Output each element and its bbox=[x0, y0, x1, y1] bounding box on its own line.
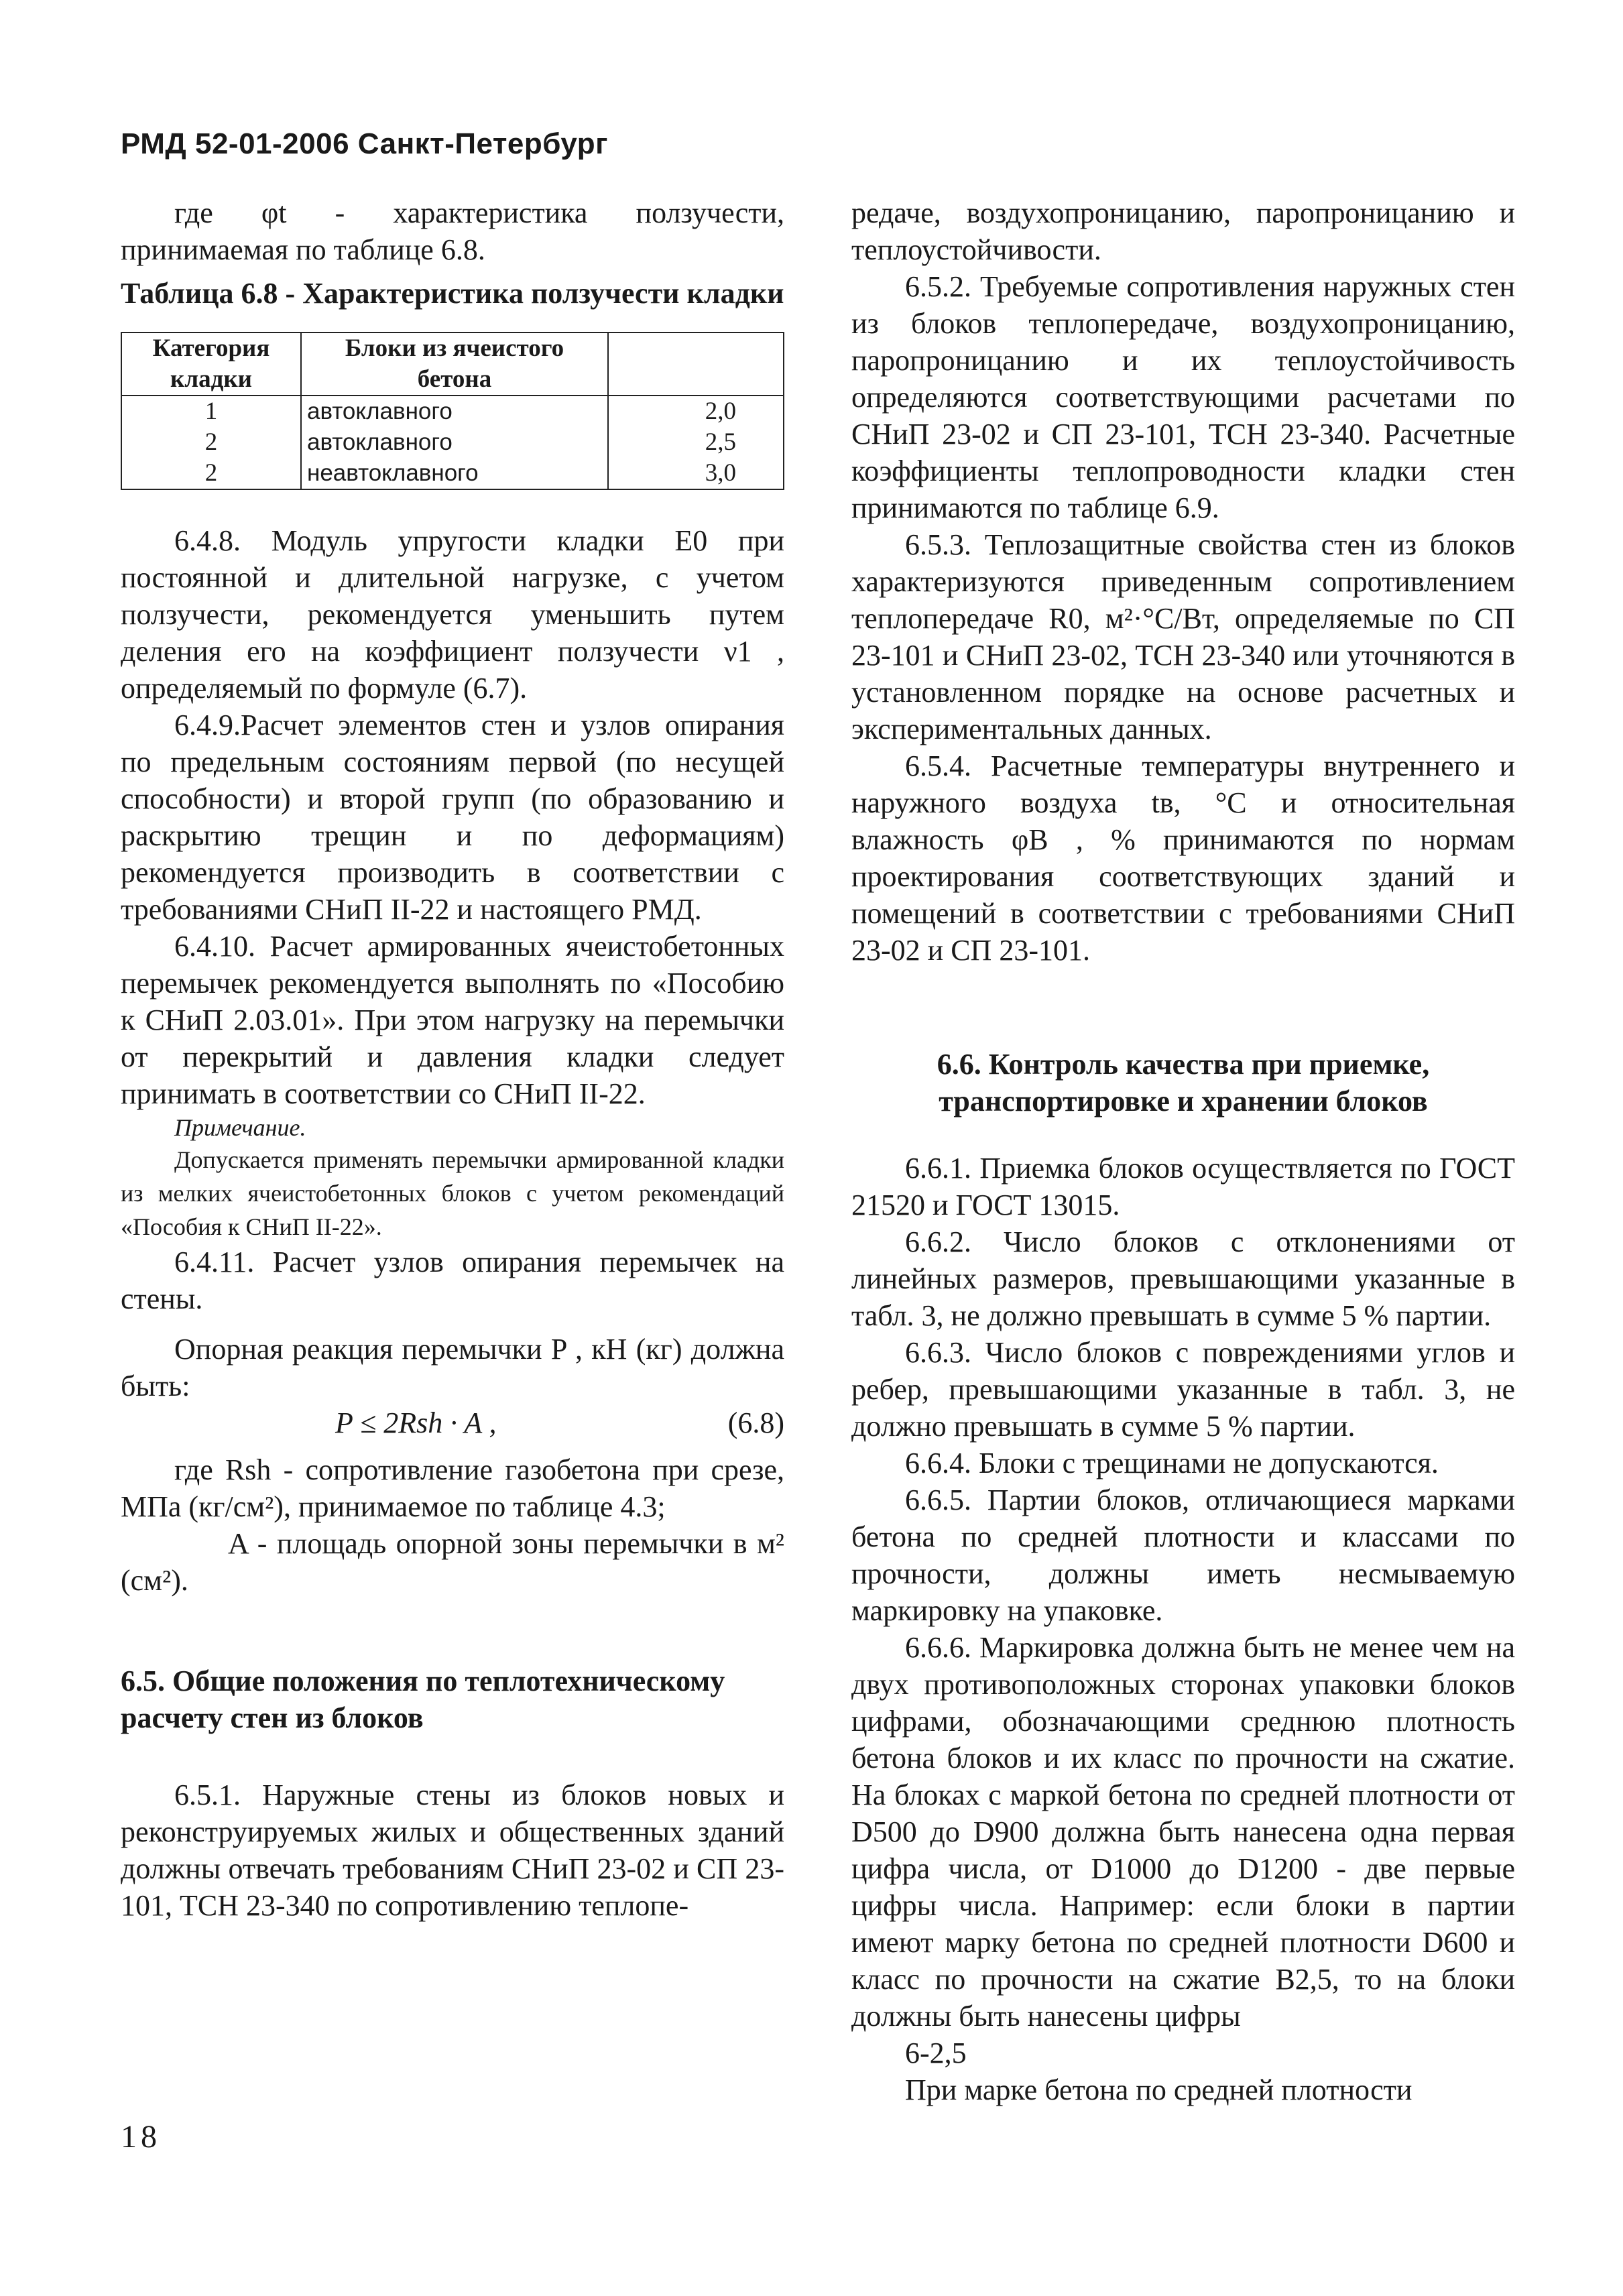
paragraph-6-5-1: 6.5.1. Наружные стены из блоков новых и реконструируемых жилых и общественных зданий должны отвечать требованиям СНиП 23-02 и СП 23-101, ТСН 23-340 по сопротивлению теплопе- bbox=[121, 1778, 784, 1922]
table-cell: 2,0 bbox=[608, 396, 784, 427]
table-header-cell: Блоки из ячеистого бетона bbox=[301, 333, 608, 396]
right-column bbox=[851, 194, 1515, 2108]
section-6-5-heading: 6.5. Общие положения по теплотехническому расчету стен из блоков bbox=[121, 1665, 725, 1734]
table-cell: 2,5 bbox=[608, 427, 784, 458]
paragraph-where-a: A - площадь опорной зоны перемычки в м² (см²). bbox=[121, 1527, 784, 1597]
table-row bbox=[121, 396, 784, 427]
paragraph-6-4-8: 6.4.8. Модуль упругости кладки E0 при постоянной и длительной нагрузке, с учетом ползучести, рекомендуется уменьшить путем деления его на коэффициент ползучести ν1 , определяемый по формуле (6.7). bbox=[121, 524, 784, 705]
paragraph-6-5-3: 6.5.3. Теплозащитные свойства стен из блоков характеризуются приведенным сопротивлением теплопередаче R0, м²·°С/Вт, определяемые по СП 23-101 и СНиП 23-02, ТСН 23-340 или уточняются в установленном порядке на основе расчетных и экспериментальных данных. bbox=[851, 528, 1515, 745]
paragraph-6-6-4: 6.6.4. Блоки с трещинами не допускаются. bbox=[905, 1447, 1439, 1479]
section-6-6-heading: 6.6. Контроль качества при приемке, транспортировке и хранении блоков bbox=[937, 1048, 1430, 1117]
paragraph-6-6-5: 6.6.5. Партии блоков, отличающиеся марками бетона по средней плотности и классами по прочности, должны иметь несмываемую маркировку на упаковке. bbox=[851, 1484, 1515, 1627]
paragraph-last: При марке бетона по средней плотности bbox=[905, 2073, 1412, 2106]
note-text: Допускается применять перемычки армированной кладки из мелких ячеистобетонных блоков с учетом рекомендаций «Пособия к СНиП II-22». bbox=[121, 1146, 784, 1240]
paragraph-reaction: Опорная реакция перемычки P , кН (кг) должна быть: bbox=[121, 1333, 784, 1402]
table-cell: 2 bbox=[121, 427, 301, 458]
paragraph-6-5-4: 6.5.4. Расчетные температуры внутреннего и наружного воздуха tв, °С и относительная влажность φВ , % принимаются по нормам проектирования соответствующих зданий и помещений в соответствии с требованиями СНиП 23-02 и СП 23-101. bbox=[851, 749, 1515, 967]
note-label: Примечание. bbox=[174, 1114, 306, 1141]
paragraph-intro: где φt - характеристика ползучести, принимаемая по таблице 6.8. bbox=[121, 196, 784, 266]
marking-example: 6-2,5 bbox=[905, 2037, 967, 2069]
table-row bbox=[121, 458, 784, 489]
creep-table bbox=[121, 332, 784, 490]
table-cell: 2 bbox=[121, 458, 301, 489]
table-cell: автоклавного bbox=[301, 396, 608, 427]
table-caption: Таблица 6.8 - Характеристика ползучести кладки bbox=[121, 277, 784, 310]
paragraph-6-6-2: 6.6.2. Число блоков с отклонениями от линейных размеров, превышающими указанные в табл. 3, не должно превышать в сумме 5 % партии. bbox=[851, 1225, 1515, 1332]
table-header-row bbox=[121, 333, 784, 396]
table-header-cell: Категория кладки bbox=[121, 333, 301, 396]
table-header-cell bbox=[608, 333, 784, 396]
paragraph-6-4-10: 6.4.10. Расчет армированных ячеистобетонных перемычек рекомендуется выполнять по «Пособию к СНиП 2.03.01». При этом нагрузку на перемычки от перекрытий и давления кладки следует принимать в соответствии со СНиП II-22. bbox=[121, 930, 784, 1110]
table-row bbox=[121, 427, 784, 458]
formula-number: (6.8) bbox=[727, 1406, 784, 1439]
paragraph-6-4-11: 6.4.11. Расчет узлов опирания перемычек на стены. bbox=[121, 1246, 784, 1315]
paragraph-6-4-9: 6.4.9.Расчет элементов стен и узлов опирания по предельным состояниям первой (по несущей способности) и второй групп (по образованию и раскрытию трещин и по деформациям) рекомендуется производить в соответствии с требованиями СНиП II-22 и настоящего РМД. bbox=[121, 709, 784, 926]
table-cell: неавтоклавного bbox=[301, 458, 608, 489]
formula-expression: P ≤ 2Rsh · A , bbox=[335, 1406, 497, 1439]
page-number: 18 bbox=[121, 2119, 161, 2155]
left-column bbox=[121, 194, 784, 1924]
paragraph-6-6-3: 6.6.3. Число блоков с повреждениями углов и ребер, превышающими указанные в табл. 3, не должно превышать в сумме 5 % партии. bbox=[851, 1336, 1515, 1443]
paragraph-6-6-1: 6.6.1. Приемка блоков осуществляется по ГОСТ 21520 и ГОСТ 13015. bbox=[851, 1152, 1515, 1221]
paragraph-6-5-2: 6.5.2. Требуемые сопротивления наружных стен из блоков теплопередаче, воздухопроницанию, паропроницанию и их теплоустойчивость определяются соответствующими расчетами по СНиП 23-02 и СП 23-101, ТСН 23-340. Расчетные коэффициенты теплопроводности кладки стен принимаются по таблице 6.9. bbox=[851, 270, 1515, 524]
paragraph-where-rsh: где Rsh - сопротивление газобетона при срезе, МПа (кг/см²), принимаемое по таблице 4.3; bbox=[121, 1453, 784, 1523]
paragraph-continuation: редаче, воздухопроницанию, паропроницанию и теплоустойчивости. bbox=[851, 196, 1515, 266]
table-cell: автоклавного bbox=[301, 427, 608, 458]
formula-6-8 bbox=[121, 1404, 784, 1451]
running-header: РМД 52-01-2006 Санкт-Петербург bbox=[121, 127, 608, 160]
paragraph-6-6-6: 6.6.6. Маркировка должна быть не менее чем на двух противоположных сторонах упаковки блоков цифрами, обозначающими среднюю плотность бетона блоков и их класс по прочности на сжатие. На блоках с маркой бетона по средней плотности от D500 до D900 должна быть нанесена одна первая цифра числа, от D1000 до D1200 - две первые цифры числа. Например: если блоки в партии имеют марку бетона по средней плотности D600 и класс по прочности на сжатие B2,5, то на блоки должны быть нанесены цифры bbox=[851, 1631, 1515, 2033]
table-cell: 1 bbox=[121, 396, 301, 427]
table-cell: 3,0 bbox=[608, 458, 784, 489]
